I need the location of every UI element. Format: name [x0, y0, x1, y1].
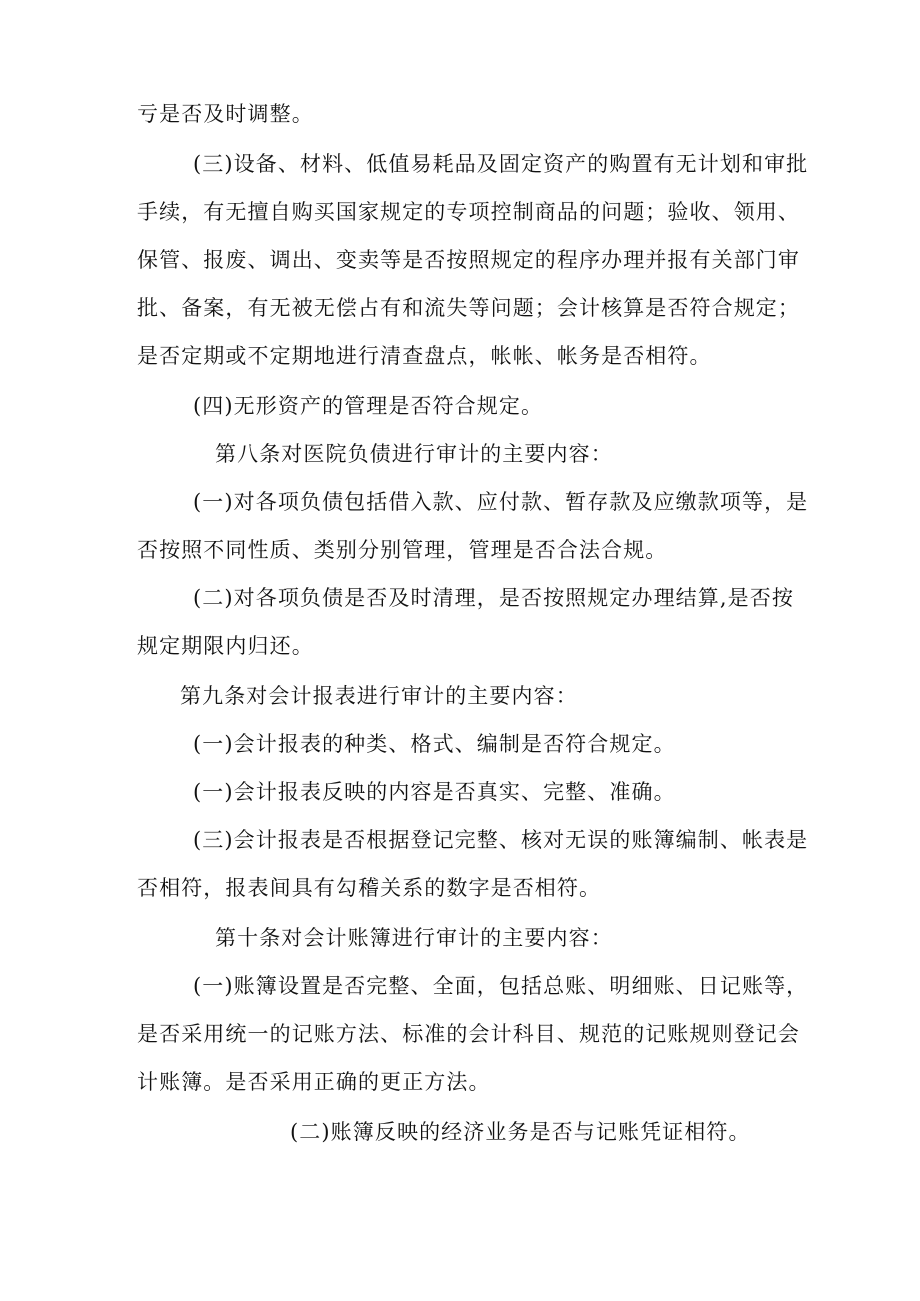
article-heading-9: 第九条对会计报表进行审计的主要内容：	[180, 684, 578, 708]
text-line-19: (一)账簿设置是否完整、全面，包括总账、明细账、日记账等，	[193, 974, 809, 998]
text-line-2: (三)设备、材料、低值易耗品及固定资产的购置有无计划和审批	[193, 152, 809, 176]
text-line-6: 是否定期或不定期地进行清查盘点，帐帐、帐务是否相符。	[137, 344, 712, 368]
text-line-12: 规定期限内归还。	[137, 634, 314, 658]
text-line-20: 是否采用统一的记账方法、标准的会计科目、规范的记账规则登记会	[137, 1022, 800, 1046]
text-line-4: 保管、报废、调出、变卖等是否按照规定的程序办理并报有关部门审	[137, 248, 800, 272]
text-line-14: (一)会计报表的种类、格式、编制是否符合规定。	[193, 732, 676, 756]
article-heading-10: 第十条对会计账簿进行审计的主要内容：	[215, 926, 613, 950]
text-line-15: (一)会计报表反映的内容是否真实、完整、准确。	[193, 780, 676, 804]
text-line-22: (二)账簿反映的经济业务是否与记账凭证相符。	[290, 1120, 751, 1144]
article-heading-8: 第八条对医院负债进行审计的主要内容：	[215, 442, 613, 466]
text-line-16: (三)会计报表是否根据登记完整、核对无误的账簿编制、帐表是	[193, 828, 809, 852]
text-line-5: 批、备案，有无被无偿占有和流失等问题；会计核算是否符合规定；	[137, 296, 800, 320]
text-line-10: 否按照不同性质、类别分别管理，管理是否合法合规。	[137, 538, 668, 562]
text-line-1: 亏是否及时调整。	[137, 102, 314, 126]
text-line-11: (二)对各项负债是否及时清理，是否按照规定办理结算,是否按	[193, 586, 794, 610]
text-line-17: 否相符，报表间具有勾稽关系的数字是否相符。	[137, 876, 602, 900]
text-line-21: 计账簿。是否采用正确的更正方法。	[137, 1070, 491, 1094]
text-line-7: (四)无形资产的管理是否符合规定。	[193, 394, 544, 418]
text-line-9: (一)对各项负债包括借入款、应付款、暂存款及应缴款项等，是	[193, 490, 809, 514]
text-line-3: 手续，有无擅自购买国家规定的专项控制商品的问题；验收、领用、	[137, 200, 800, 224]
